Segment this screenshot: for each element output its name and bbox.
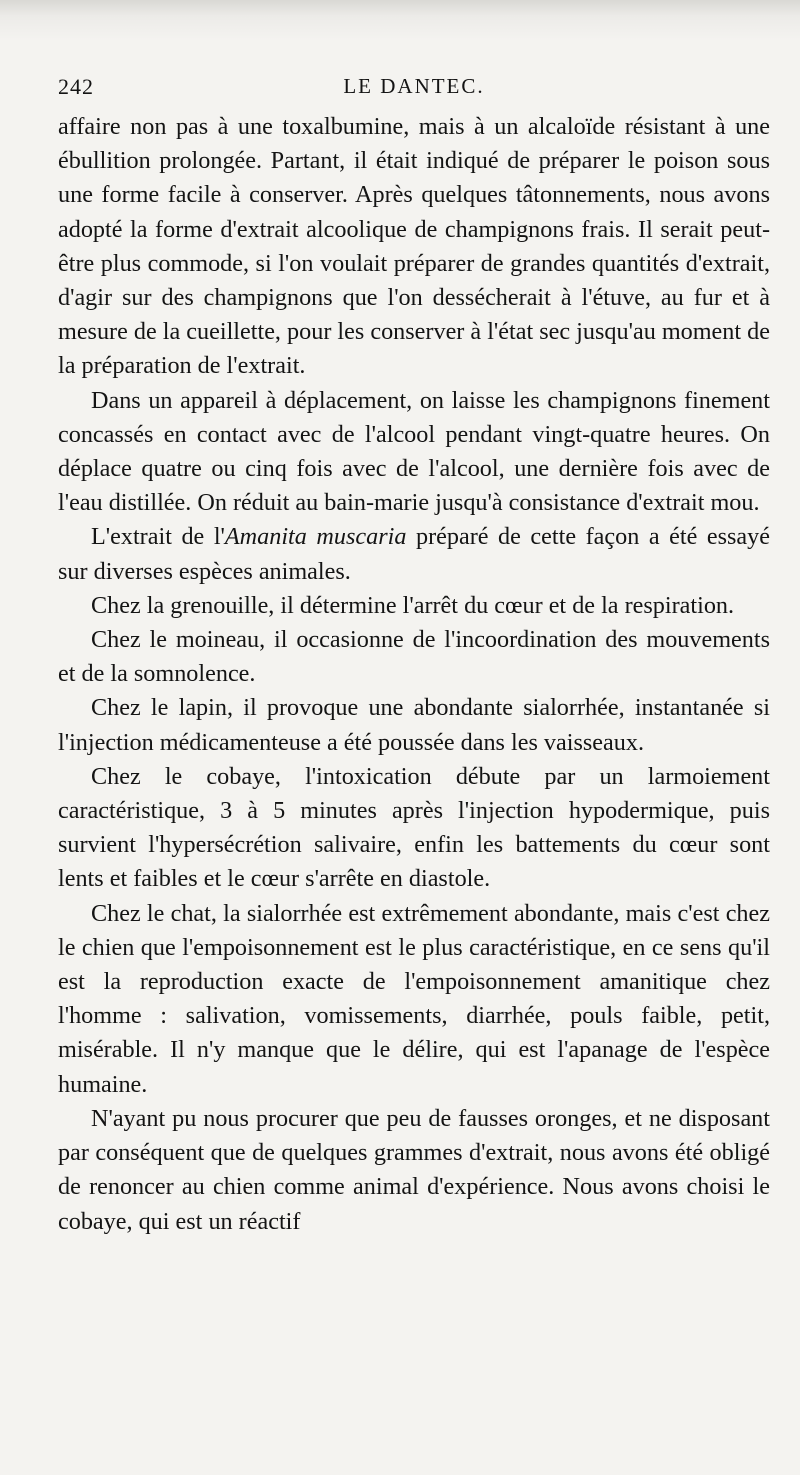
extract-text-after: préparé de cette façon a été essayé sur diverses espèces animales. (58, 523, 770, 585)
species-name-italic: Amanita muscaria (224, 523, 407, 551)
paragraph-experiment-choice: N'ayant pu nous procurer que peu de fausses oronges, et ne disposant par conséquent que de quelques grammes d'extrait, nous avons été obligé de renoncer au chien comme animal d'expérience. Nous avons choisi le cobaye, qui est un réactif (58, 1104, 770, 1235)
extract-text-before: L'extrait de l' (91, 523, 225, 551)
paragraph-frog: Chez la grenouille, il détermine l'arrêt du cœur et de la respiration. (91, 591, 735, 619)
running-title: LE DANTEC. (343, 74, 485, 98)
paragraph-continued: affaire non pas à une toxalbumine, mais à un alcaloïde résistant à une ébullition prolongée. Partant, il était indiqué de préparer le poison sous une forme facile à conserver. Après quelques tâtonnements, nous avons adopté la forme d'extrait alcoolique de champignons frais. Il serait peut-être plus commode, si l'on voulait préparer de grandes quantités d'extrait, d'agir sur des champignons que l'on dessécherait à l'étuve, au fur et à mesure de la cueillette, pour les conserver à l'état sec jusqu'au moment de la préparation de l'extrait. (58, 113, 770, 380)
paragraph-sparrow: Chez le moineau, il occasionne de l'incoordination des mouvements et de la somnolence. (58, 626, 770, 688)
scanned-page-top-edge (0, 0, 800, 40)
paragraph-extraction-method: Dans un appareil à déplacement, on laisse les champignons finement concassés en contact avec de l'alcool pendant vingt-quatre heures. On déplace quatre ou cinq fois avec de l'alcool, une dernière fois avec de l'eau distillée. On réduit au bain-marie jusqu'à consistance d'extrait mou. (58, 386, 770, 517)
paragraph-rabbit: Chez le lapin, il provoque une abondante sialorrhée, instantanée si l'injection médicamenteuse a été poussée dans les vaisseaux. (58, 694, 770, 756)
running-head (58, 72, 770, 102)
paragraph-extract-tested (58, 520, 770, 588)
paragraph-guinea-pig: Chez le cobaye, l'intoxication débute par un larmoiement caractéristique, 3 à 5 minutes après l'injection hypodermique, puis survient l'hypersécrétion salivaire, enfin les battements du cœur sont lents et faibles et le cœur s'arrête en diastole. (58, 762, 770, 893)
book-page (58, 72, 770, 1239)
page-number: 242 (58, 74, 94, 99)
paragraph-cat-dog: Chez le chat, la sialorrhée est extrêmement abondante, mais c'est chez le chien que l'empoisonnement est le plus caractéristique, en ce sens qu'il est la reproduction exacte de l'empoisonnement amanitique chez l'homme : salivation, vomissements, diarrhée, pouls faible, petit, misérable. Il n'y manque que le délire, qui est l'apanage de l'espèce humaine. (58, 899, 770, 1098)
body-text (58, 110, 770, 1239)
